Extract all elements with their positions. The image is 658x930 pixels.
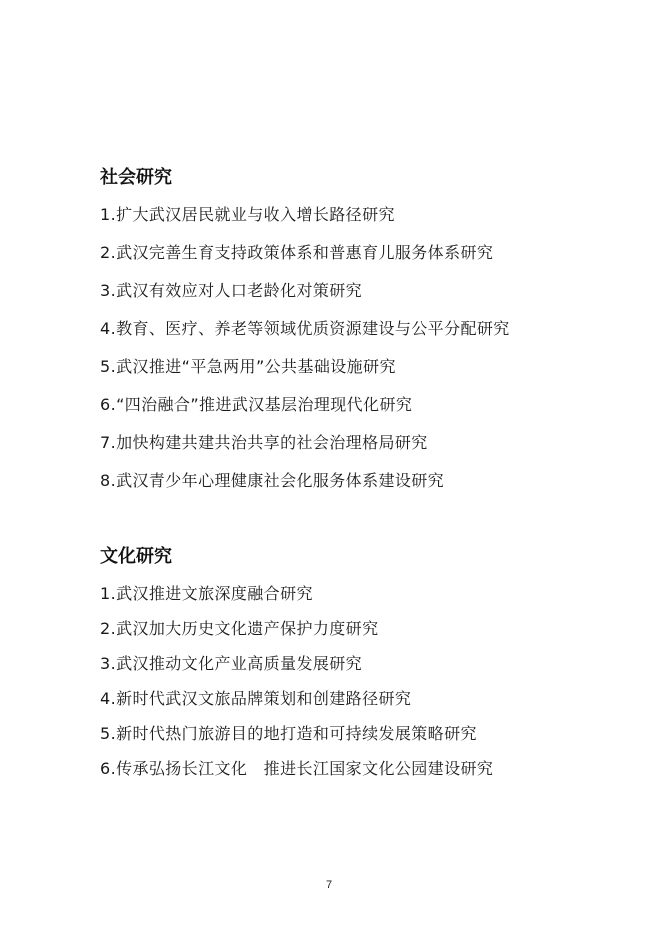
list-item: 2.武汉加大历史文化遗产保护力度研究 (100, 619, 379, 638)
list-item: 6.“四治融合”推进武汉基层治理现代化研究 (100, 395, 413, 414)
list-item: 2.武汉完善生育支持政策体系和普惠育儿服务体系研究 (100, 243, 494, 262)
social-research-section (100, 166, 620, 508)
culture-research-section (100, 545, 620, 793)
list-item: 1.武汉推进文旅深度融合研究 (100, 584, 313, 603)
list-item: 4.教育、医疗、养老等领域优质资源建设与公平分配研究 (100, 319, 510, 338)
list-item: 3.武汉推动文化产业高质量发展研究 (100, 654, 363, 673)
list-item: 1.扩大武汉居民就业与收入增长路径研究 (100, 205, 395, 224)
list-item: 4.新时代武汉文旅品牌策划和创建路径研究 (100, 689, 412, 708)
list-item: 7.加快构建共建共治共享的社会治理格局研究 (100, 433, 428, 452)
list-item: 6.传承弘扬长江文化 推进长江国家文化公园建设研究 (100, 759, 494, 778)
list-item: 3.武汉有效应对人口老龄化对策研究 (100, 281, 363, 300)
list-item: 8.武汉青少年心理健康社会化服务体系建设研究 (100, 471, 445, 490)
section-heading-culture: 文化研究 (100, 546, 172, 567)
list-item: 5.新时代热门旅游目的地打造和可持续发展策略研究 (100, 724, 477, 743)
list-item: 5.武汉推进“平急两用”公共基础设施研究 (100, 357, 396, 376)
page-number: 7 (325, 879, 333, 891)
section-heading-social: 社会研究 (100, 167, 172, 188)
